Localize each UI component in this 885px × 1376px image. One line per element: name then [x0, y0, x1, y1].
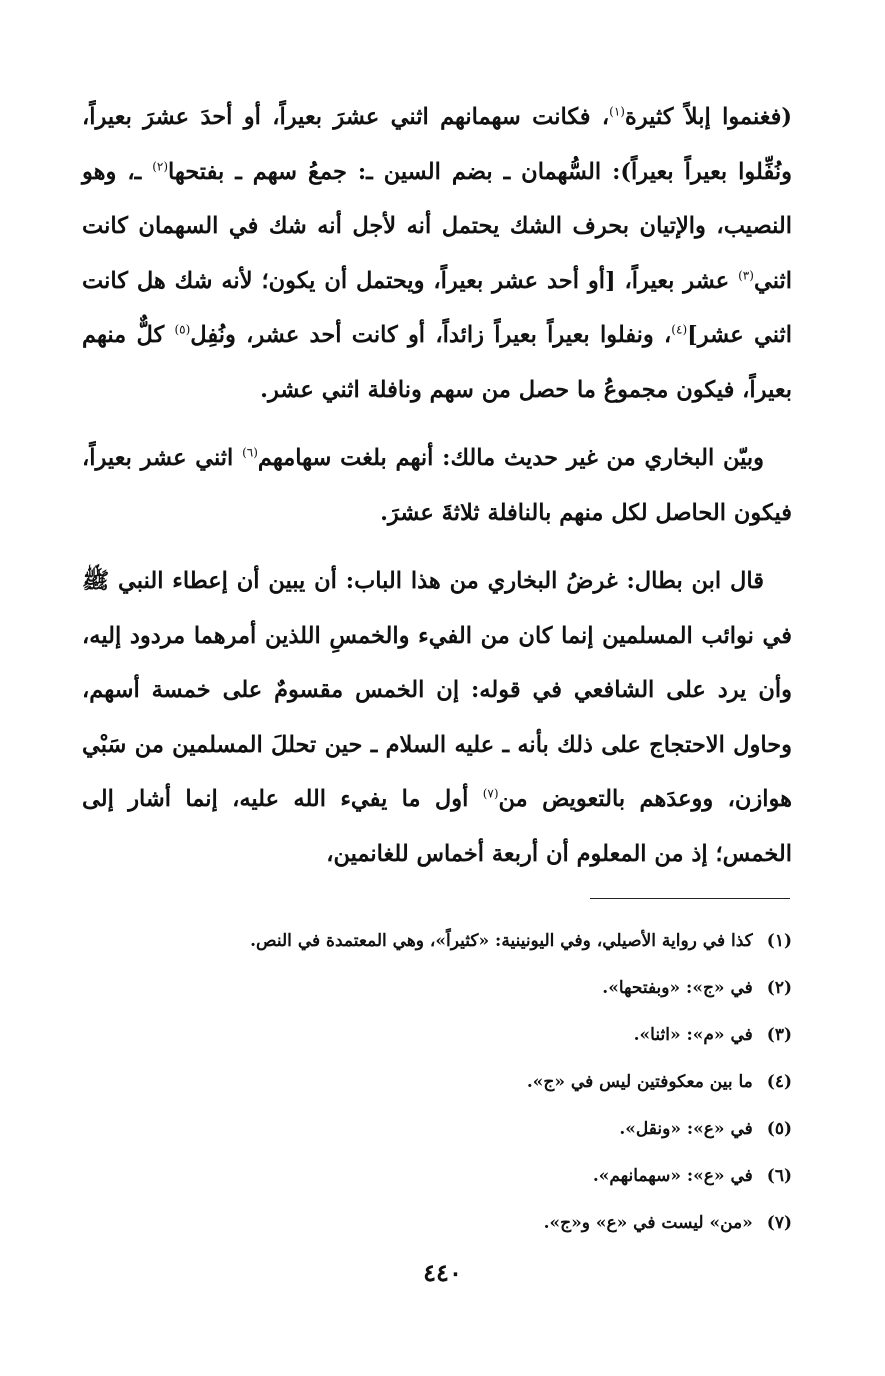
- footnotes-list: [100, 918, 792, 1247]
- footnote-ref-2[interactable]: (٢): [152, 159, 169, 173]
- footnote-number: (١): [766, 931, 792, 951]
- footnote-number: (٦): [766, 1166, 792, 1186]
- footnote-text: «من» ليست في «ع» و«ج».: [543, 1213, 753, 1233]
- footnote-item: [100, 1059, 792, 1106]
- footnote-ref-7[interactable]: (٧): [482, 786, 499, 801]
- footnote-ref-4[interactable]: (٤): [671, 322, 688, 337]
- footnote-number: (٧): [766, 1213, 792, 1233]
- text-run: اثني عشر بعيراً، فيكون الحاصل لكل منهم بالنافلة ثلاثةَ عشرَ.: [82, 445, 792, 526]
- text-run: ، فكانت سهمانهم اثني عشرَ بعيراً، أو أحدَ عشرَ بعيراً، ونُفِّلوا بعيراً بعيراً): السُّهمان ـ بضم السين ـ: جمعُ سهم ـ بفتحها: [82, 104, 793, 185]
- footnote-item: [100, 1012, 792, 1059]
- footnote-text: في «ع»: «سهمانهم».: [592, 1166, 753, 1186]
- footnote-number: (٤): [766, 1072, 792, 1092]
- footnote-ref-5[interactable]: (٥): [174, 322, 191, 337]
- page-number: ٤٤٠: [423, 1258, 462, 1287]
- paragraph-2: [82, 431, 792, 540]
- footnote-item: [100, 1106, 792, 1153]
- footnote-ref-3[interactable]: (٣): [738, 268, 754, 282]
- footnote-item: [100, 965, 792, 1012]
- footnote-item: [100, 1153, 792, 1200]
- text-run: أول ما يفيء الله عليه، إنما أشار إلى الخمس؛ إذ من المعلوم أن أربعة أخماس للغانمين،: [82, 786, 792, 867]
- text-run: كلٌّ منهم بعيراً، فيكون مجموعُ ما حصل من سهم ونافلة اثني عشر.: [82, 322, 792, 403]
- footnote-text: ما بين معكوفتين ليس في «ج».: [526, 1072, 753, 1092]
- paragraph-1: [82, 90, 792, 417]
- footnote-ref-6[interactable]: (٦): [242, 445, 258, 460]
- footnote-text: في «م»: «اثنا».: [633, 1025, 753, 1045]
- footnote-divider: [590, 898, 790, 899]
- footnote-text: كذا في رواية الأصيلي، وفي اليونينية: «كثيراً»، وهي المعتمدة في النص.: [250, 931, 753, 951]
- text-run: وبيّن البخاري من غير حديث مالك: أنهم بلغت سهامهم: [257, 445, 764, 471]
- text-run: (فغنموا إبلاً كثيرة: [624, 104, 793, 130]
- footnote-item: [100, 1200, 792, 1247]
- paragraph-3: [82, 554, 792, 881]
- text-run: قال ابن بطال: غرضُ البخاري من هذا الباب: أن يبين أن إعطاء النبي ﷺ في نوائب المسلمين إنما كان من الفيء والخمسِ اللذين أمرهما مردود إليه، وأن يرد على الشافعي في قوله: إن الخمس مقسومٌ على خمسة أسهم، وحاول الاحتجاج على ذلك بأنه ـ عليه السلام ـ حين تحللَ المسلمين من سَبْي هوازن، ووعدَهم بالتعويض من: [82, 568, 792, 812]
- footnote-number: (٥): [766, 1119, 792, 1139]
- footnote-ref-1[interactable]: (١): [609, 104, 625, 119]
- main-text: [82, 90, 792, 881]
- footnote-number: (٣): [766, 1025, 792, 1045]
- footnote-text: في «ع»: «ونقل».: [619, 1119, 753, 1139]
- text-run: عشر بعيراً، [أو أحد عشر بعيراً، ويحتمل أن يكون؛ لأنه شك هل كانت اثني عشر]: [82, 267, 792, 348]
- footnote-item: [100, 918, 792, 965]
- footnote-number: (٢): [766, 978, 792, 998]
- footnote-text: في «ج»: «وبفتحها».: [602, 978, 753, 998]
- text-run: ـ، وهو النصيب، والإتيان بحرف الشك يحتمل أنه لأجل أنه شك في السهمان كانت اثني: [82, 158, 792, 294]
- text-run: ، ونفلوا بعيراً بعيراً زائداً، أو كانت أحد عشر، ونُفِل: [190, 322, 672, 348]
